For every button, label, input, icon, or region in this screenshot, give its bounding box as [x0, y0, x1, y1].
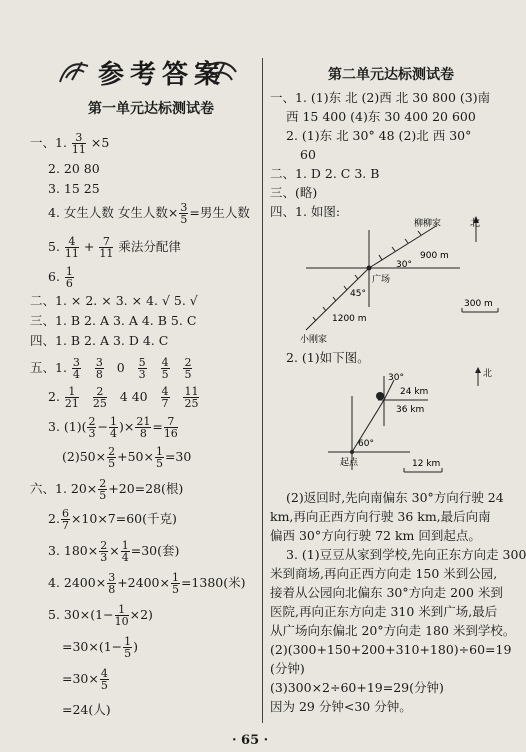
north-label: 北 [483, 369, 493, 379]
answer-line: 3. (1)豆豆从家到学校,先向正东方向走 300 [286, 547, 526, 562]
answer-line: 米到商场,再向正西方向走 150 米到公园, [270, 566, 498, 581]
answer-line: 一、1. $\frac{3}{11}$ ×5 [30, 131, 110, 156]
answer-line: 5. 30×(1− $\frac{1}{10}$ ×2) [48, 603, 153, 628]
answer-line: 一、1. (1)东 北 (2)西 北 30 800 (3)南 [270, 90, 491, 105]
header-title [60, 52, 240, 90]
answer-line: 2. $\frac{6}{7}$ ×10×7=60(千克) [48, 507, 177, 532]
angle-label: 30° [388, 373, 404, 383]
page-number: · 65 · [232, 733, 269, 748]
answer-line: 2. $\frac{1}{21}$ $\frac{2}{25}$ 4 40 $\frac{4}{7}$ $\frac{11}{25}$ [48, 385, 199, 410]
answer-line: 因为 29 分钟<30 分钟。 [270, 699, 412, 714]
answer-line: 接着从公园向北偏东 30°方向走 200 米到 [270, 585, 503, 600]
answer-line: 3. (1)( $\frac{2}{3}$ − $\frac{1}{4}$ )× $\frac{21}{8}$ = $\frac{7}{16}$ [48, 415, 178, 440]
answer-line: 四、1. 如图: [270, 204, 341, 219]
place-label: 小刚家 [300, 335, 328, 345]
place-label: 柳柳家 [414, 219, 442, 229]
map-figure-2 [300, 366, 500, 476]
north-label: 北 [470, 218, 480, 229]
distance-label: 24 km [400, 387, 429, 397]
answer-line: 4. 女生人数 女生人数× $\frac{3}{5}$ =男生人数 [48, 201, 250, 226]
answer-line: km,再向正西方向行驶 36 km,最后向南 [270, 509, 491, 524]
right-section-title: 第二单元达标测试卷 [328, 67, 454, 83]
answer-line: =30× $\frac{4}{5}$ [62, 667, 108, 692]
answer-line: 四、1. B 2. A 3. D 4. C [30, 333, 169, 348]
answer-line: (分钟) [270, 661, 305, 676]
answer-line: (2)(300+150+200+310+180)÷60=19 [270, 642, 512, 657]
distance-label: 900 m [420, 251, 449, 261]
answer-title: 参考答案 [98, 60, 227, 90]
answer-line: 西 15 400 (4)东 30 400 20 600 [286, 109, 476, 124]
answer-line: 2. 20 80 [48, 161, 100, 176]
left-section-title: 第一单元达标测试卷 [88, 101, 214, 117]
distance-label: 1200 m [332, 314, 367, 324]
scale-label: 300 m [464, 299, 493, 309]
answer-line: 6. $\frac{1}{6}$ [48, 265, 73, 290]
scale-label: 12 km [412, 459, 441, 469]
place-label: 起点 [340, 458, 359, 468]
decorative-swirl-icon [58, 58, 92, 86]
answer-line: 二、1. D 2. C 3. B [270, 166, 380, 181]
answer-line: 三、(略) [270, 185, 318, 200]
answer-line: 五、1. $\frac{3}{4}$ $\frac{3}{8}$ 0 $\frac{5}{3}$ $\frac{4}{5}$ $\frac{2}{5}$ [30, 356, 192, 381]
angle-label: 30° [396, 260, 412, 270]
answer-line: =30×(1− $\frac{1}{5}$ ) [62, 635, 139, 660]
answer-line: 5. $\frac{4}{11}$ + $\frac{7}{11}$ 乘法分配律 [48, 235, 181, 260]
distance-label: 36 km [396, 405, 425, 415]
answer-line: (2)50× $\frac{2}{5}$ +50× $\frac{1}{5}$ =30 [62, 445, 192, 470]
answer-line: (2)返回时,先向南偏东 30°方向行驶 24 [286, 490, 504, 505]
column-divider [262, 58, 263, 723]
answer-line: 偏西 30°方向行驶 72 km 回到起点。 [270, 528, 481, 543]
answer-line: 二、1. × 2. × 3. × 4. √ 5. √ [30, 293, 198, 308]
angle-label: 45° [350, 289, 366, 299]
answer-line: 医院,再向正东方向走 310 米到广场,最后 [270, 604, 498, 619]
answer-line: 2. (1)如下图。 [286, 350, 370, 365]
decorative-swirl-icon [204, 58, 238, 86]
answer-line: 60 [300, 147, 316, 162]
map-figure-1 [264, 212, 500, 347]
answer-line: 2. (1)东 北 30° 48 (2)北 西 30° [286, 128, 472, 143]
answer-line: 六、1. 20× $\frac{2}{5}$ +20=28(根) [30, 477, 184, 502]
answer-line: (3)300×2÷60+19=29(分钟) [270, 680, 444, 695]
answer-line: =24(人) [62, 702, 111, 717]
answer-line: 4. 2400× $\frac{3}{8}$ +2400× $\frac{1}{5}$ =1380(米) [48, 571, 246, 596]
answer-line: 3. 180× $\frac{2}{3}$ × $\frac{1}{4}$ =30(套) [48, 539, 180, 564]
answer-line: 三、1. B 2. A 3. A 4. B 5. C [30, 313, 197, 328]
answer-line: 从广场向东偏北 20°方向走 180 米到学校。 [270, 623, 516, 638]
answer-line: 3. 15 25 [48, 181, 100, 196]
car-icon [376, 392, 384, 400]
place-label: 广场 [372, 275, 391, 285]
angle-label: 60° [358, 439, 374, 449]
